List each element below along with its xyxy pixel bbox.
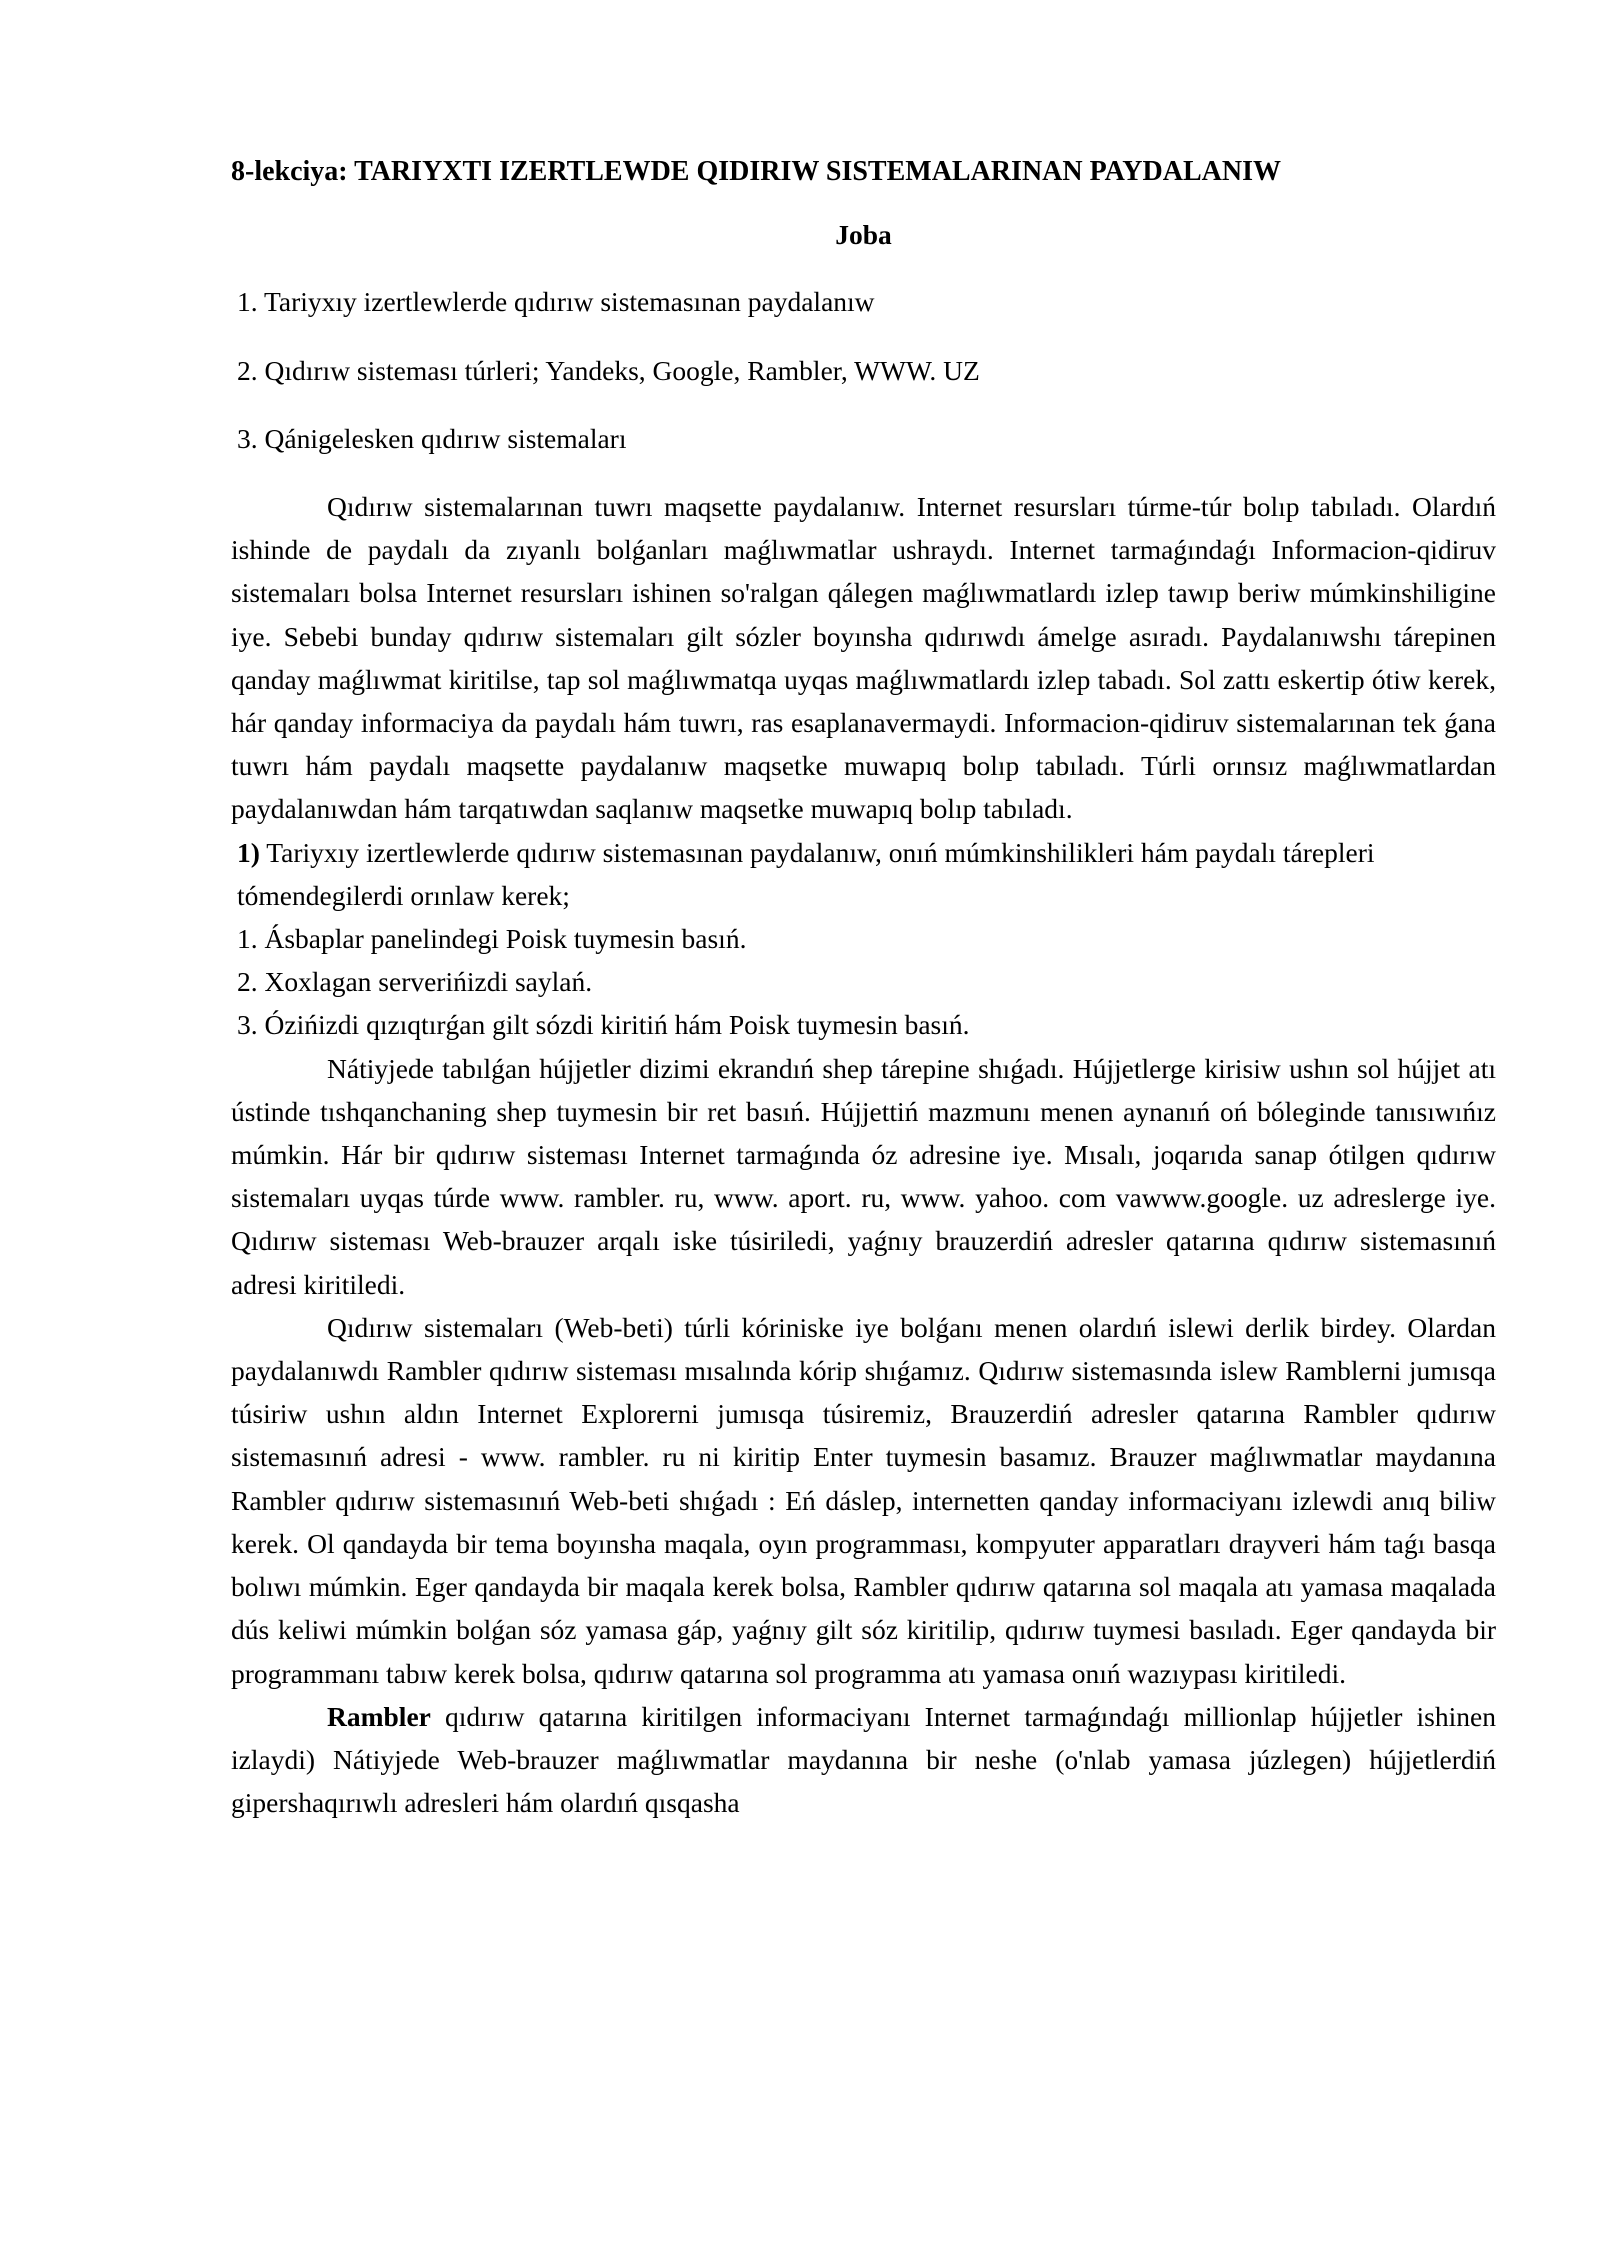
paragraph-rambler-usage: Qıdırıw sistemaları (Web-beti) túrli kóriniske iye bolǵanı menen olardıń islewi derlik birdey. Olardan paydalanıwdı Rambler qıdırıw sisteması mısalında kórip shıǵamız. Qıdırıw sistemasında islew Ramblerni jumısqa túsiriw ushın aldın Internet Explorerni jumısqa túsiremiz, Brauzerdiń adresler qatarına Rambler qıdırıw sistemasınıń adresi - www. rambler. ru ni kiritip Enter tuymesin basamız. Brauzer maǵlıwmatlar maydanına Rambler qıdırıw sistemasınıń Web-beti shıǵadı : Eń dáslep, internetten qanday informaciyanı izlewdi anıq biliw kerek. Ol qandayda bir tema boyınsha maqala, oyın programması, kompyuter apparatları drayveri hám taǵı basqa bolıwı múmkin. Eger qandayda bir maqala kerek bolsa, Rambler qıdırıw qatarına sol maqala atı yamasa maqalada dús keliwi múmkin bolǵan sóz yamasa gáp, yaǵnıy gilt sóz kiritilip, qıdırıw tuymesi basıladı. Eger qandayda bir programmanı tabıw kerek bolsa, qıdırıw qatarına sol programma atı yamasa onıń wazıypası kiritiledi.: [231, 1311, 1496, 1689]
section-1-number: 1): [237, 836, 260, 868]
step-1: 1. Ásbaplar panelindegi Poisk tuymesin basıń.: [237, 923, 747, 955]
section-1-text: Tariyxıy izertlewlerde qıdırıw sistemasınan paydalanıw, onıń múmkinshilikleri hám paydalı tárepleri: [259, 836, 1375, 868]
plan-heading: Joba: [835, 219, 892, 251]
plan-item-1: 1. Tariyxıy izertlewlerde qıdırıw sistemasınan paydalanıw: [237, 286, 875, 318]
paragraph-rambler-search: [231, 1695, 1496, 1825]
document-page: [231, 150, 1496, 1824]
paragraph-rambler-search-text: qıdırıw qatarına kiritilgen informaciyanı Internet tarmaǵındaǵı millionlap hújjetler ishinen izlaydi) Nátiyjede Web-brauzer maǵlıwmatlar maydanına bir neshe (o'nlab yamasa júzlegen) hújjetlerdiń gipershaqırıwlı adresleri hám olardıń qısqasha: [231, 1700, 1496, 1819]
step-2: 2. Xoxlagan serverińizdi saylań.: [237, 966, 593, 998]
section-1-heading: [231, 831, 1496, 874]
plan-item-2: 2. Qıdırıw sisteması túrleri; Yandeks, Google, Rambler, WWW. UZ: [237, 354, 980, 386]
plan-item-3: 3. Qánigelesken qıdırıw sistemaları: [237, 422, 627, 454]
paragraph-intro: Qıdırıw sistemalarınan tuwrı maqsette paydalanıw. Internet resursları túrme-túr bolıp tabıladı. Olardıń ishinde de paydalı da zıyanlı bolǵanları maǵlıwmatlar ushraydı. Internet tarmaǵındaǵı Informacion-qidiruv sistemaları bolsa Internet resursları ishinen so'ralgan qálegen maǵlıwmatlardı izlep tawıp beriw múmkinshiligine iye. Sebebi bunday qıdırıw sistemaları gilt sózler boyınsha qıdırıwdı ámelge asıradı. Paydalanıwshı tárepinen qanday maǵlıwmat kiritilse, tap sol maǵlıwmatqa uyqas maǵlıwmatlardı izlep tabadı. Sol zattı eskertip ótiw kerek, hár qanday informaciya da paydalı hám tuwrı, ras esaplanavermaydi. Informacion-qidiruv sistemalarınan tek ǵana tuwrı hám paydalı maqsette paydalanıw maqsetke muwapıq bolıp tabıladı. Túrli orınsız maǵlıwmatlardan paydalanıwdan hám tarqatıwdan saqlanıw maqsetke muwapıq bolıp tabıladı.: [231, 491, 1496, 825]
section-1-continuation: tómendegilerdi orınlaw kerek;: [237, 879, 570, 911]
rambler-bold: Rambler: [327, 1700, 431, 1732]
document-title: 8-lekciya: TARIYXTI IZERTLEWDE QIDIRIW SISTEMALARINAN PAYDALANIW: [231, 156, 1281, 187]
paragraph-results: Nátiyjede tabılǵan hújjetler dizimi ekrandıń shep tárepine shıǵadı. Hújjetlerge kirisiw ushın sol hújjet atı ústinde tıshqanchaning shep tuymesin bir ret basıń. Hújjettiń mazmunı menen aynanıń oń bóleginde tanısıwıńız múmkin. Hár bir qıdırıw sisteması Internet tarmaǵında óz adresine iye. Mısalı, joqarıda sanap ótilgen qıdırıw sistemaları uyqas túrde www. rambler. ru, www. aport. ru, www. yahoo. com vawww.google. uz adreslerge iye. Qıdırıw sisteması Web-brauzer arqalı iske túsiriledi, yaǵnıy brauzerdiń adresler qatarına qıdırıw sistemasınıń adresi kiritiledi.: [231, 1052, 1496, 1300]
step-3: 3. Ózińizdi qızıqtırǵan gilt sózdi kiritiń hám Poisk tuymesin basıń.: [237, 1009, 970, 1041]
